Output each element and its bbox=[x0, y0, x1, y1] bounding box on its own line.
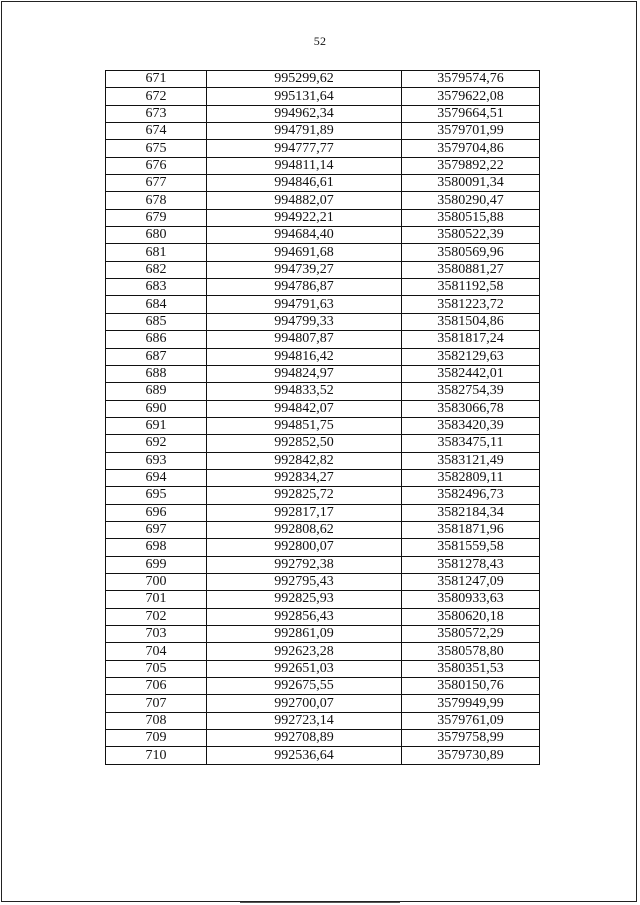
x-coordinate-cell: 994807,87 bbox=[207, 331, 402, 348]
table-row bbox=[106, 348, 540, 365]
y-coordinate-cell: 3579664,51 bbox=[402, 105, 540, 122]
point-number-cell: 686 bbox=[106, 331, 207, 348]
table-row bbox=[106, 400, 540, 417]
y-coordinate-cell: 3581559,58 bbox=[402, 539, 540, 556]
point-number-cell: 679 bbox=[106, 209, 207, 226]
x-coordinate-cell: 994739,27 bbox=[207, 261, 402, 278]
point-number-cell: 702 bbox=[106, 608, 207, 625]
table-row bbox=[106, 521, 540, 538]
point-number-cell: 681 bbox=[106, 244, 207, 261]
point-number-cell: 671 bbox=[106, 71, 207, 88]
bottom-rule bbox=[240, 902, 400, 903]
coordinates-table-body bbox=[106, 71, 540, 765]
x-coordinate-cell: 992856,43 bbox=[207, 608, 402, 625]
x-coordinate-cell: 992795,43 bbox=[207, 573, 402, 590]
table-row bbox=[106, 747, 540, 764]
table-row bbox=[106, 157, 540, 174]
table-row bbox=[106, 730, 540, 747]
y-coordinate-cell: 3579574,76 bbox=[402, 71, 540, 88]
x-coordinate-cell: 994882,07 bbox=[207, 192, 402, 209]
table-row bbox=[106, 296, 540, 313]
table-row bbox=[106, 175, 540, 192]
table-row bbox=[106, 435, 540, 452]
x-coordinate-cell: 994962,34 bbox=[207, 105, 402, 122]
y-coordinate-cell: 3579758,99 bbox=[402, 730, 540, 747]
x-coordinate-cell: 994833,52 bbox=[207, 383, 402, 400]
x-coordinate-cell: 994824,97 bbox=[207, 365, 402, 382]
table-row bbox=[106, 383, 540, 400]
x-coordinate-cell: 992708,89 bbox=[207, 730, 402, 747]
x-coordinate-cell: 992623,28 bbox=[207, 643, 402, 660]
y-coordinate-cell: 3579701,99 bbox=[402, 123, 540, 140]
x-coordinate-cell: 994691,68 bbox=[207, 244, 402, 261]
point-number-cell: 677 bbox=[106, 175, 207, 192]
y-coordinate-cell: 3583121,49 bbox=[402, 452, 540, 469]
table-row bbox=[106, 227, 540, 244]
x-coordinate-cell: 992536,64 bbox=[207, 747, 402, 764]
x-coordinate-cell: 992651,03 bbox=[207, 660, 402, 677]
y-coordinate-cell: 3580569,96 bbox=[402, 244, 540, 261]
point-number-cell: 687 bbox=[106, 348, 207, 365]
y-coordinate-cell: 3580578,80 bbox=[402, 643, 540, 660]
y-coordinate-cell: 3579730,89 bbox=[402, 747, 540, 764]
point-number-cell: 688 bbox=[106, 365, 207, 382]
table-row bbox=[106, 660, 540, 677]
y-coordinate-cell: 3580572,29 bbox=[402, 626, 540, 643]
point-number-cell: 698 bbox=[106, 539, 207, 556]
x-coordinate-cell: 994777,77 bbox=[207, 140, 402, 157]
y-coordinate-cell: 3580881,27 bbox=[402, 261, 540, 278]
x-coordinate-cell: 992834,27 bbox=[207, 469, 402, 486]
table-row bbox=[106, 88, 540, 105]
table-row bbox=[106, 313, 540, 330]
x-coordinate-cell: 992817,17 bbox=[207, 504, 402, 521]
table-row bbox=[106, 504, 540, 521]
x-coordinate-cell: 992852,50 bbox=[207, 435, 402, 452]
table-row bbox=[106, 539, 540, 556]
table-row bbox=[106, 695, 540, 712]
x-coordinate-cell: 994684,40 bbox=[207, 227, 402, 244]
table-row bbox=[106, 71, 540, 88]
table-row bbox=[106, 244, 540, 261]
point-number-cell: 693 bbox=[106, 452, 207, 469]
y-coordinate-cell: 3580620,18 bbox=[402, 608, 540, 625]
y-coordinate-cell: 3582129,63 bbox=[402, 348, 540, 365]
x-coordinate-cell: 992723,14 bbox=[207, 712, 402, 729]
x-coordinate-cell: 992825,93 bbox=[207, 591, 402, 608]
x-coordinate-cell: 994786,87 bbox=[207, 279, 402, 296]
x-coordinate-cell: 995131,64 bbox=[207, 88, 402, 105]
point-number-cell: 682 bbox=[106, 261, 207, 278]
point-number-cell: 708 bbox=[106, 712, 207, 729]
x-coordinate-cell: 994842,07 bbox=[207, 400, 402, 417]
point-number-cell: 678 bbox=[106, 192, 207, 209]
table-row bbox=[106, 487, 540, 504]
coordinates-table bbox=[105, 70, 540, 765]
point-number-cell: 680 bbox=[106, 227, 207, 244]
table-row bbox=[106, 452, 540, 469]
y-coordinate-cell: 3582184,34 bbox=[402, 504, 540, 521]
x-coordinate-cell: 994811,14 bbox=[207, 157, 402, 174]
point-number-cell: 674 bbox=[106, 123, 207, 140]
point-number-cell: 683 bbox=[106, 279, 207, 296]
point-number-cell: 709 bbox=[106, 730, 207, 747]
point-number-cell: 697 bbox=[106, 521, 207, 538]
point-number-cell: 710 bbox=[106, 747, 207, 764]
point-number-cell: 694 bbox=[106, 469, 207, 486]
y-coordinate-cell: 3582442,01 bbox=[402, 365, 540, 382]
y-coordinate-cell: 3583066,78 bbox=[402, 400, 540, 417]
table-row bbox=[106, 192, 540, 209]
table-row bbox=[106, 140, 540, 157]
table-row bbox=[106, 626, 540, 643]
point-number-cell: 673 bbox=[106, 105, 207, 122]
table-row bbox=[106, 417, 540, 434]
y-coordinate-cell: 3583420,39 bbox=[402, 417, 540, 434]
x-coordinate-cell: 994851,75 bbox=[207, 417, 402, 434]
x-coordinate-cell: 994799,33 bbox=[207, 313, 402, 330]
table-row bbox=[106, 573, 540, 590]
table-row bbox=[106, 591, 540, 608]
table-row bbox=[106, 608, 540, 625]
table-row bbox=[106, 678, 540, 695]
y-coordinate-cell: 3579892,22 bbox=[402, 157, 540, 174]
point-number-cell: 696 bbox=[106, 504, 207, 521]
y-coordinate-cell: 3581192,58 bbox=[402, 279, 540, 296]
table-row bbox=[106, 469, 540, 486]
x-coordinate-cell: 992861,09 bbox=[207, 626, 402, 643]
page-number: 52 bbox=[313, 34, 327, 48]
y-coordinate-cell: 3581278,43 bbox=[402, 556, 540, 573]
x-coordinate-cell: 995299,62 bbox=[207, 71, 402, 88]
y-coordinate-cell: 3582809,11 bbox=[402, 469, 540, 486]
x-coordinate-cell: 992700,07 bbox=[207, 695, 402, 712]
point-number-cell: 685 bbox=[106, 313, 207, 330]
x-coordinate-cell: 994791,63 bbox=[207, 296, 402, 313]
y-coordinate-cell: 3580150,76 bbox=[402, 678, 540, 695]
point-number-cell: 692 bbox=[106, 435, 207, 452]
y-coordinate-cell: 3579704,86 bbox=[402, 140, 540, 157]
x-coordinate-cell: 994846,61 bbox=[207, 175, 402, 192]
y-coordinate-cell: 3580522,39 bbox=[402, 227, 540, 244]
y-coordinate-cell: 3580515,88 bbox=[402, 209, 540, 226]
x-coordinate-cell: 994922,21 bbox=[207, 209, 402, 226]
table-row bbox=[106, 105, 540, 122]
y-coordinate-cell: 3579622,08 bbox=[402, 88, 540, 105]
y-coordinate-cell: 3582754,39 bbox=[402, 383, 540, 400]
x-coordinate-cell: 992825,72 bbox=[207, 487, 402, 504]
point-number-cell: 705 bbox=[106, 660, 207, 677]
point-number-cell: 695 bbox=[106, 487, 207, 504]
point-number-cell: 706 bbox=[106, 678, 207, 695]
table-row bbox=[106, 331, 540, 348]
y-coordinate-cell: 3580091,34 bbox=[402, 175, 540, 192]
table-row bbox=[106, 643, 540, 660]
y-coordinate-cell: 3582496,73 bbox=[402, 487, 540, 504]
point-number-cell: 691 bbox=[106, 417, 207, 434]
table-row bbox=[106, 556, 540, 573]
table-row bbox=[106, 123, 540, 140]
table-row bbox=[106, 209, 540, 226]
x-coordinate-cell: 992842,82 bbox=[207, 452, 402, 469]
y-coordinate-cell: 3581247,09 bbox=[402, 573, 540, 590]
point-number-cell: 700 bbox=[106, 573, 207, 590]
y-coordinate-cell: 3583475,11 bbox=[402, 435, 540, 452]
point-number-cell: 672 bbox=[106, 88, 207, 105]
table-row bbox=[106, 279, 540, 296]
point-number-cell: 707 bbox=[106, 695, 207, 712]
y-coordinate-cell: 3580351,53 bbox=[402, 660, 540, 677]
x-coordinate-cell: 992792,38 bbox=[207, 556, 402, 573]
x-coordinate-cell: 992675,55 bbox=[207, 678, 402, 695]
y-coordinate-cell: 3581504,86 bbox=[402, 313, 540, 330]
x-coordinate-cell: 994816,42 bbox=[207, 348, 402, 365]
y-coordinate-cell: 3579761,09 bbox=[402, 712, 540, 729]
table-row bbox=[106, 261, 540, 278]
y-coordinate-cell: 3580933,63 bbox=[402, 591, 540, 608]
point-number-cell: 690 bbox=[106, 400, 207, 417]
point-number-cell: 699 bbox=[106, 556, 207, 573]
point-number-cell: 704 bbox=[106, 643, 207, 660]
x-coordinate-cell: 992800,07 bbox=[207, 539, 402, 556]
x-coordinate-cell: 994791,89 bbox=[207, 123, 402, 140]
point-number-cell: 684 bbox=[106, 296, 207, 313]
table-row bbox=[106, 365, 540, 382]
table-row bbox=[106, 712, 540, 729]
y-coordinate-cell: 3581871,96 bbox=[402, 521, 540, 538]
y-coordinate-cell: 3581223,72 bbox=[402, 296, 540, 313]
point-number-cell: 703 bbox=[106, 626, 207, 643]
point-number-cell: 676 bbox=[106, 157, 207, 174]
point-number-cell: 701 bbox=[106, 591, 207, 608]
point-number-cell: 675 bbox=[106, 140, 207, 157]
point-number-cell: 689 bbox=[106, 383, 207, 400]
y-coordinate-cell: 3580290,47 bbox=[402, 192, 540, 209]
y-coordinate-cell: 3581817,24 bbox=[402, 331, 540, 348]
x-coordinate-cell: 992808,62 bbox=[207, 521, 402, 538]
y-coordinate-cell: 3579949,99 bbox=[402, 695, 540, 712]
